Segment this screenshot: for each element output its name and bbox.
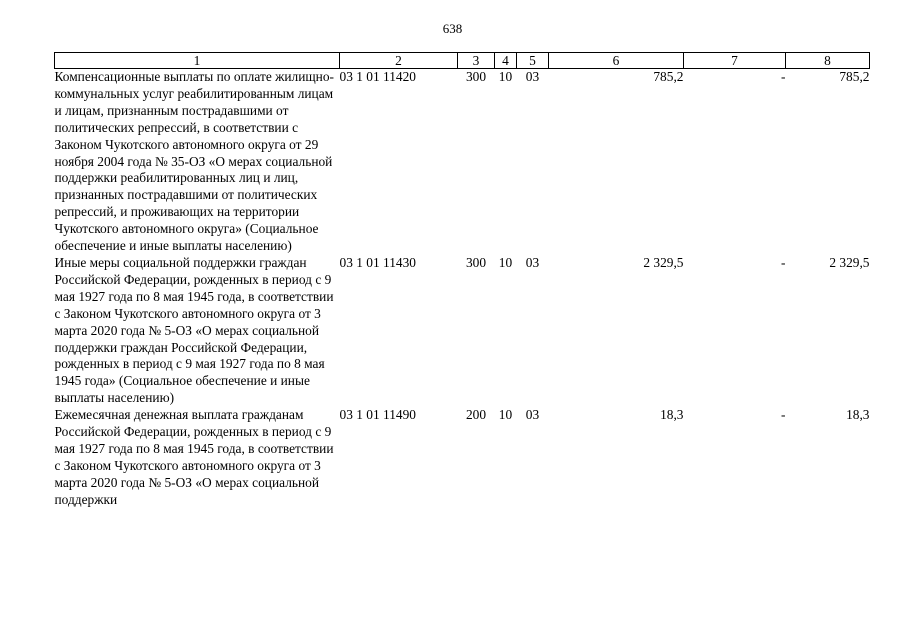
row-name: Иные меры социальной поддержки граждан Российской Федерации, рожденных в период с 9 мая 1927 года по 8 мая 1945 года, в соответствии с Законом Чукотского автономного округа от 3 марта 2020 года № 5-ОЗ «О мерах социальной поддержки граждан Российской Федерации, рожденных в период с 9 мая 1927 года по 8 мая 1945 года» (Социальное обеспечение и иные выплаты населению) xyxy=(54,254,334,406)
row-col-7: - xyxy=(781,407,786,423)
page-number: 638 xyxy=(442,21,463,36)
row-code: 03 1 01 11420 xyxy=(339,69,416,84)
table-row xyxy=(55,407,870,508)
row-col-3: 300 xyxy=(465,254,487,270)
row-col-7: - xyxy=(781,69,786,84)
row-col-3: 300 xyxy=(465,69,487,84)
header-col-7: 7 xyxy=(684,53,786,69)
row-col-5: 03 xyxy=(525,254,540,270)
table-row xyxy=(55,69,870,255)
row-col-5: 03 xyxy=(525,69,540,84)
row-col-4: 10 xyxy=(498,69,513,84)
header-col-3: 3 xyxy=(458,53,495,69)
row-col-4: 10 xyxy=(498,407,513,423)
row-col-6: 785,2 xyxy=(653,69,684,84)
row-name: Ежемесячная денежная выплата гражданам Российской Федерации, рожденных в период с 9 мая 1927 года по 8 мая 1945 года, в соответствии с Законом Чукотского автономного округа от 3 марта 2020 года № 5-ОЗ «О мерах социальной поддержки xyxy=(54,407,334,507)
row-col-5: 03 xyxy=(525,407,540,423)
row-name: Компенсационные выплаты по оплате жилищно-коммунальных услуг реабилитированным лицам и лицам, признанным пострадавшими от политических репрессий, в соответствии с Законом Чукотского автономного округа от 29 ноября 2004 года № 35-ОЗ «О мерах социальной поддержки реабилитированных лиц и лиц, признанных пострадавшими от политических репрессий, и проживающих на территории Чукотского автономного округа» (Социальное обеспечение и иные выплаты населению) xyxy=(54,69,335,254)
row-col-8: 18,3 xyxy=(846,407,870,423)
header-col-1: 1 xyxy=(55,53,340,69)
row-col-8: 2 329,5 xyxy=(829,254,870,270)
header-col-2: 2 xyxy=(340,53,458,69)
row-col-6: 2 329,5 xyxy=(643,254,684,270)
table-header xyxy=(55,53,870,69)
header-col-4: 4 xyxy=(495,53,517,69)
row-col-8: 785,2 xyxy=(839,69,870,84)
header-col-5: 5 xyxy=(517,53,549,69)
header-col-6: 6 xyxy=(549,53,684,69)
row-col-6: 18,3 xyxy=(660,407,684,423)
header-row xyxy=(55,53,870,69)
header-col-8: 8 xyxy=(786,53,870,69)
budget-table xyxy=(54,52,870,509)
table-body xyxy=(55,69,870,509)
row-col-4: 10 xyxy=(498,254,513,270)
row-col-7: - xyxy=(781,254,786,270)
row-code: 03 1 01 11490 xyxy=(339,407,416,423)
row-code: 03 1 01 11430 xyxy=(339,254,416,270)
row-col-3: 200 xyxy=(465,407,487,423)
table-row xyxy=(55,255,870,407)
